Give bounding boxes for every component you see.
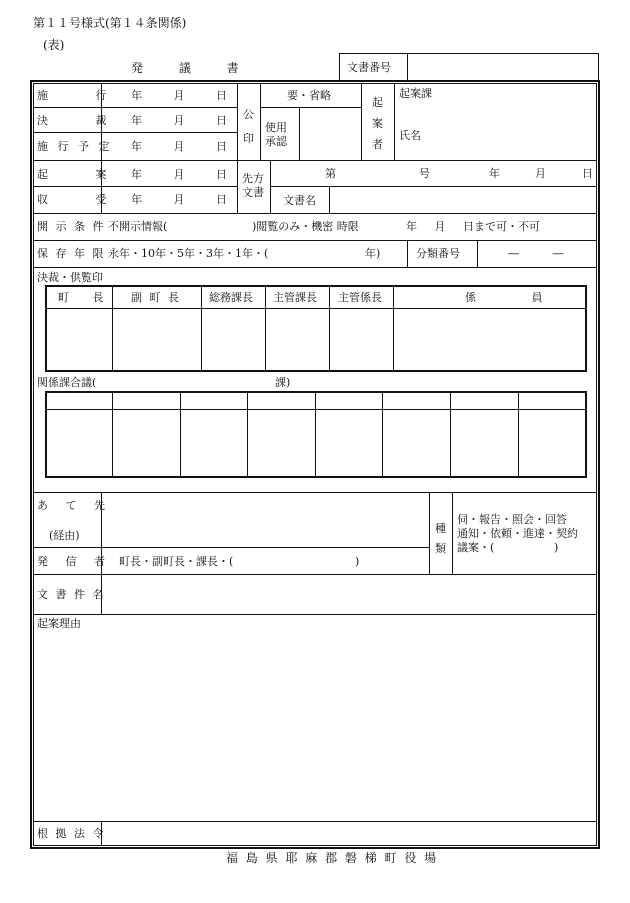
kouin-approval-field[interactable] bbox=[301, 109, 359, 158]
col-chouchou: 町 長 bbox=[58, 291, 114, 304]
date-shuju[interactable]: 年 月 日 bbox=[131, 193, 241, 206]
label-kessai: 決 裁 bbox=[37, 114, 129, 127]
konkyo-field[interactable] bbox=[103, 823, 595, 844]
kankei-label-end: 課) bbox=[275, 376, 291, 389]
atesaki-field[interactable] bbox=[103, 494, 427, 545]
shurui-line3-end: ) bbox=[554, 541, 559, 554]
stamp-soumu-kachou[interactable] bbox=[202, 310, 264, 370]
bunsho-kenmei-field[interactable] bbox=[103, 576, 595, 612]
label-kian: 起 案 bbox=[37, 168, 129, 181]
date-shikou-yotei[interactable]: 年 月 日 bbox=[131, 140, 241, 153]
label-shikou-yotei: 施 行 予 定 bbox=[37, 140, 113, 153]
kouin-shiyou-shounin: 使用承認 bbox=[265, 121, 287, 148]
date-shikou[interactable]: 年 月 日 bbox=[131, 89, 241, 102]
hasshinsha-options-end: ) bbox=[355, 555, 360, 568]
kouin-yo-shoryaku[interactable]: 要・省略 bbox=[287, 89, 331, 102]
hasshinsha-options[interactable]: 町長・副町長・課長・( bbox=[119, 555, 234, 568]
bunrui-value[interactable]: ― ― bbox=[508, 247, 564, 260]
atesaki-label: あ て 先 bbox=[37, 499, 112, 512]
kouin-label: 公印 bbox=[243, 108, 254, 145]
sakikata-label: 先方文書 bbox=[242, 172, 264, 199]
sakikata-dai: 第 bbox=[325, 167, 336, 180]
sakikata-hi: 日 bbox=[582, 167, 593, 180]
label-shikou: 施 行 bbox=[37, 89, 129, 102]
kaiji-text-b[interactable]: )閲覧のみ・機密 時限 bbox=[252, 220, 359, 233]
form-id: 第１１号様式(第１４条関係) bbox=[33, 16, 187, 30]
shurui-label: 種類 bbox=[435, 522, 446, 555]
page-title: 発 議 書 bbox=[131, 61, 255, 75]
kankei-label: 関係課合議( bbox=[37, 376, 97, 389]
hozon-options-end: 年) bbox=[365, 247, 381, 260]
kessai-kyouran-label: 決裁・供覧印 bbox=[37, 271, 103, 284]
bunshomei-field[interactable] bbox=[331, 188, 595, 211]
sakikata-nen: 年 bbox=[489, 167, 500, 180]
date-kessai[interactable]: 年 月 日 bbox=[131, 114, 241, 127]
col-soumu-kachou: 総務課長 bbox=[209, 291, 253, 304]
hasshinsha-label: 発 信 者 bbox=[37, 555, 112, 568]
shimei-label: 氏名 bbox=[399, 129, 421, 142]
bunshomei-label: 文書名 bbox=[283, 194, 316, 207]
kiansha-label: 起案者 bbox=[372, 96, 383, 151]
bunrui-label: 分類番号 bbox=[416, 247, 460, 260]
form-side: (表) bbox=[43, 38, 65, 52]
kaiji-label: 開 示 条 件 bbox=[37, 220, 106, 233]
col-shukan-kachou: 主管課長 bbox=[273, 291, 317, 304]
konkyo-label: 根 拠 法 令 bbox=[37, 827, 106, 840]
stamp-kakariin[interactable] bbox=[394, 310, 585, 370]
atesaki-sub: (経由) bbox=[49, 529, 80, 542]
col-shukan-kakarichou: 主管係長 bbox=[338, 291, 382, 304]
kaiji-text-a[interactable]: 不開示情報( bbox=[108, 220, 168, 233]
kaiji-text-c[interactable]: 年 月 日まで可・不可 bbox=[406, 220, 540, 233]
kian-riyuu-field[interactable] bbox=[35, 632, 595, 819]
bunsho-kenmei-label: 文 書 件 名 bbox=[37, 588, 106, 601]
kiankka-label: 起案課 bbox=[399, 87, 432, 100]
stamp-shukan-kachou[interactable] bbox=[266, 310, 328, 370]
shurui-line1[interactable]: 伺・報告・照会・回答 bbox=[457, 513, 567, 526]
col-fukuchouchou: 副 町 長 bbox=[131, 291, 181, 304]
sakikata-tsuki: 月 bbox=[535, 167, 546, 180]
col-kakariin: 係 員 bbox=[465, 291, 569, 304]
label-shuju: 収 受 bbox=[37, 193, 129, 206]
sakikata-gou: 号 bbox=[419, 167, 430, 180]
stamp-chouchou[interactable] bbox=[47, 310, 111, 370]
date-kian[interactable]: 年 月 日 bbox=[131, 168, 241, 181]
stamp-shukan-kakarichou[interactable] bbox=[330, 310, 392, 370]
doc-number-label: 文書番号 bbox=[347, 61, 391, 74]
footer-office: 福 島 県 耶 麻 郡 磐 梯 町 役 場 bbox=[226, 851, 439, 865]
shurui-line3[interactable]: 議案・( bbox=[457, 541, 495, 554]
kian-riyuu-label: 起案理由 bbox=[37, 617, 81, 630]
kankei-table bbox=[45, 391, 587, 478]
shurui-line2[interactable]: 通知・依頼・進達・契約 bbox=[457, 527, 578, 540]
doc-number-field[interactable] bbox=[409, 55, 597, 79]
hozon-options[interactable]: 永年・10年・5年・3年・1年・( bbox=[108, 247, 269, 260]
stamp-fukuchouchou[interactable] bbox=[113, 310, 200, 370]
hozon-label: 保 存 年 限 bbox=[37, 247, 106, 260]
